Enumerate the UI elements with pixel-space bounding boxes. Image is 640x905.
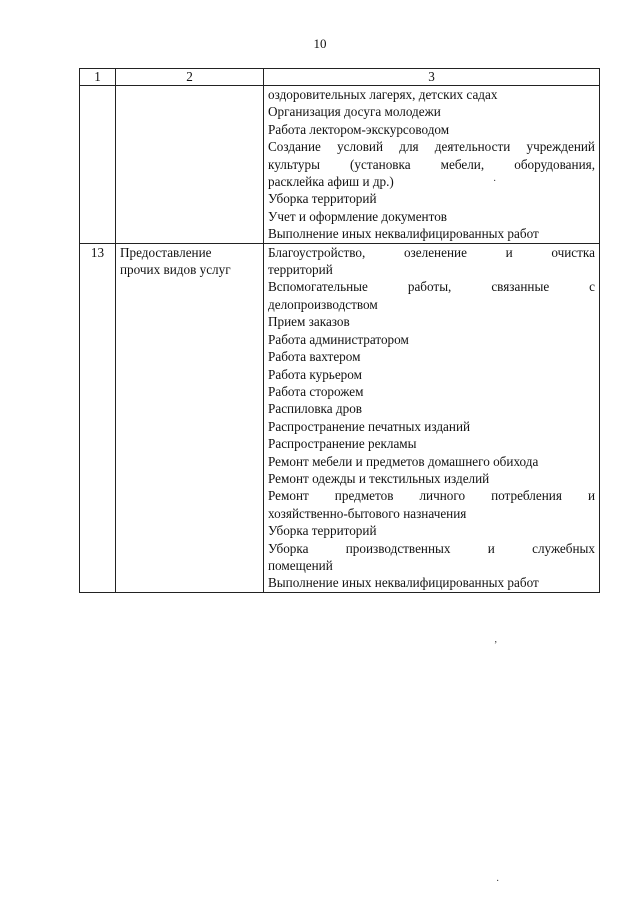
work-types-cell [264,86,600,244]
list-item: Организация досуга молодежи [268,104,441,120]
list-item: Ремонт мебели и предметов домашнего обихода [268,453,539,469]
list-item: оздоровительных лагерях, детских садах [268,87,498,102]
services-table [79,68,600,593]
scan-speck: ʼ [494,640,498,651]
list-item: Работа сторожем [268,383,364,399]
list-item: Выполнение иных неквалифицированных работ [268,575,539,591]
scan-speck: · [496,876,500,887]
list-item: Работа вахтером [268,349,361,365]
list-item: делопроизводством [268,296,378,312]
list-item: культуры (установка мебели, оборудования, [268,156,595,172]
list-item: Благоустройство, озеленение и очистка [268,244,595,260]
list-item: Работа администратором [268,331,409,347]
scan-speck: · [493,176,497,187]
service-name-cell [116,243,264,592]
list-item: расклейка афиш и др.) [268,174,394,190]
list-item: Ремонт предметов личного потребления и [268,488,595,504]
list-item: Уборка территорий [268,191,377,207]
service-name-cell [116,86,264,244]
list-item: Работа курьером [268,366,362,382]
list-item: Учет и оформление документов [268,208,448,224]
list-item: Уборка территорий [268,523,377,539]
table-header-row [80,69,600,86]
list-item: Создание условий для деятельности учреждений [268,139,595,155]
work-types-cell [264,243,600,592]
header-col-1: 1 [80,69,116,86]
list-item: Вспомогательные работы, связанные с [268,279,595,295]
list-item: Уборка производственных и служебных [268,540,595,556]
list-item: Распространение рекламы [268,436,417,452]
table-row-continuation [80,86,600,244]
service-name-line: Предоставление [120,244,212,260]
list-item: Распространение печатных изданий [268,418,471,434]
list-item: Прием заказов [268,314,350,330]
page-number: 10 [313,36,327,51]
header-col-2: 2 [116,69,264,86]
list-item: хозяйственно-бытового назначения [268,505,467,521]
list-item: Ремонт одежды и текстильных изделий [268,470,490,486]
row-number-cell: 13 [80,243,116,592]
list-item: территорий [268,262,333,278]
row-number-cell [80,86,116,244]
service-name-line: прочих видов услуг [120,262,231,278]
list-item: помещений [268,557,333,573]
table-row-13 [80,243,600,592]
header-col-3: 3 [264,69,600,86]
list-item: Распиловка дров [268,401,363,417]
list-item: Работа лектором-экскурсоводом [268,121,450,137]
list-item: Выполнение иных неквалифицированных работ [268,226,539,242]
